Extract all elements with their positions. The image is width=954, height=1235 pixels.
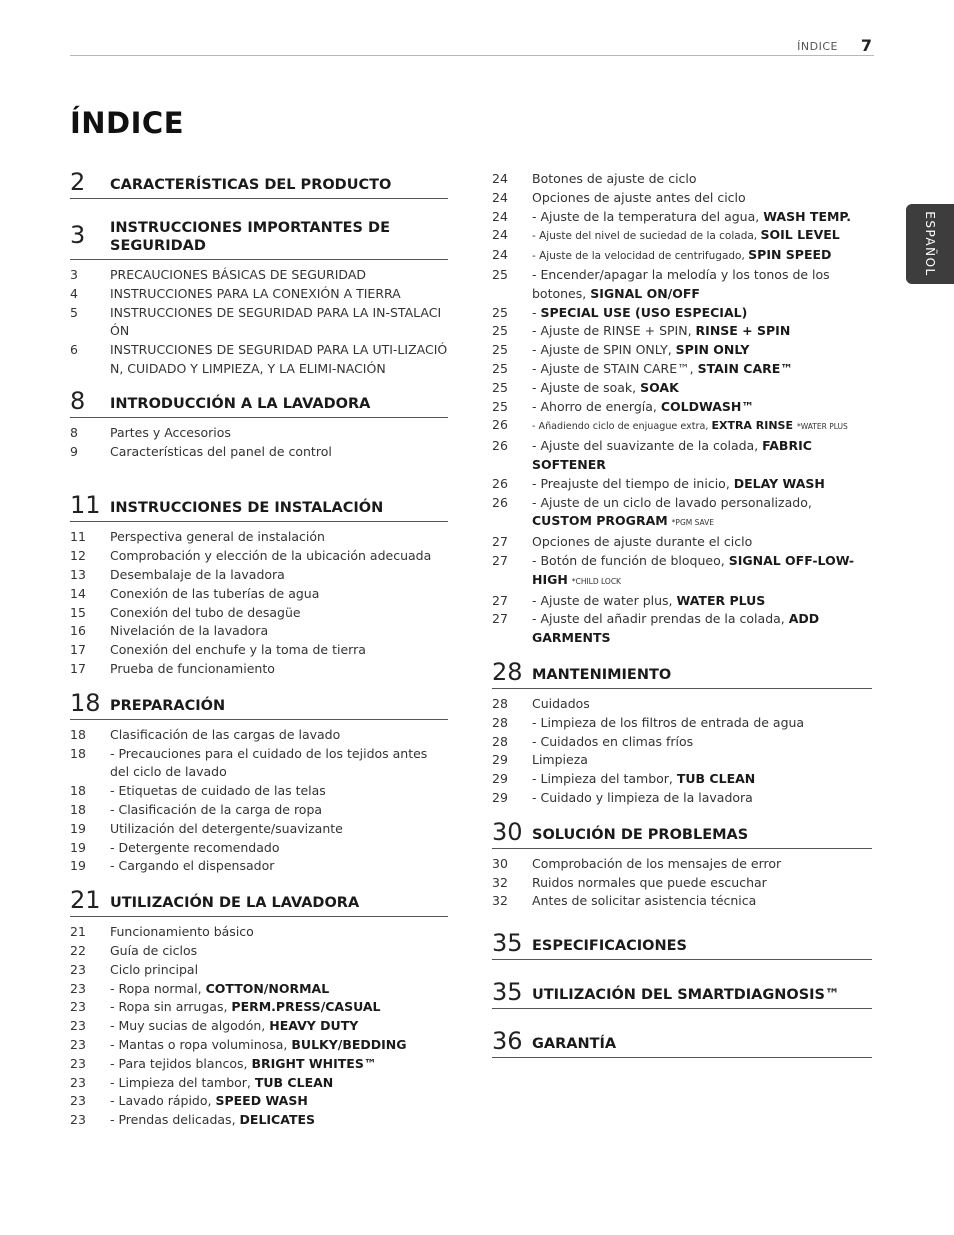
section-title: INSTRUCCIONES DE INSTALACIÓN — [110, 500, 384, 517]
toc-entry[interactable]: 12 Comprobación y elección de la ubicación adecuada — [70, 548, 432, 564]
header-rule — [70, 55, 874, 56]
section-title: INSTRUCCIONES IMPORTANTES DE SEGURIDAD — [110, 220, 390, 254]
toc-entry[interactable]: 3 PRECAUCIONES BÁSICAS DE SEGURIDAD — [70, 267, 367, 282]
toc-entry[interactable]: 23 - Prendas delicadas, DELICATES — [70, 1112, 316, 1128]
toc-entry[interactable]: 27 - Ajuste de water plus, WATER PLUS — [492, 592, 766, 608]
page-number: 7 — [860, 36, 872, 55]
section-page-number: 36 — [492, 1027, 523, 1056]
toc-entry[interactable]: 26 - Añadiendo ciclo de enjuague extra, EXTRA RINSE *WATER PLUS — [492, 417, 848, 433]
toc-entry[interactable]: 4 INSTRUCCIONES PARA LA CONEXIÓN A TIERRA — [70, 285, 401, 301]
toc-section[interactable] — [492, 818, 872, 849]
section-page-number: 3 — [70, 221, 86, 249]
toc-entry[interactable]: 9 Características del panel de control — [70, 443, 332, 459]
section-title: GARANTÍA — [532, 1036, 617, 1053]
toc-entry[interactable]: 24 Opciones de ajuste antes del ciclo — [492, 189, 746, 205]
section-title: PREPARACIÓN — [110, 697, 226, 714]
toc-entry[interactable]: 28 - Limpieza de los filtros de entrada de agua — [492, 714, 805, 730]
toc-entry[interactable]: 25 - SPECIAL USE (USO ESPECIAL) — [492, 304, 748, 320]
toc-entry[interactable]: 18 - Precauciones para el cuidado de los tejidos antes del ciclo de lavado — [70, 745, 428, 780]
toc-entry[interactable]: 18 - Etiquetas de cuidado de las telas — [70, 783, 326, 799]
toc-entry[interactable]: 19 - Detergente recomendado — [70, 839, 280, 855]
section-page-number: 21 — [70, 886, 101, 915]
toc-entry[interactable]: 18 Clasificación de las cargas de lavado — [70, 726, 341, 742]
toc-section[interactable] — [492, 1027, 872, 1058]
section-page-number: 30 — [492, 817, 523, 846]
language-tab-label: ESPAÑOL — [923, 211, 937, 277]
toc-entry[interactable]: 23 Ciclo principal — [70, 961, 199, 977]
toc-entry[interactable]: 23 - Ropa normal, COTTON/NORMAL — [70, 980, 330, 996]
section-page-number: 2 — [70, 168, 86, 196]
toc-entry[interactable]: 8 Partes y Accesorios — [70, 424, 231, 440]
toc-section[interactable] — [70, 886, 448, 917]
toc-entry[interactable]: 25 - Encender/apagar la melodía y los tonos de los botones, SIGNAL ON/OFF — [492, 266, 830, 301]
toc-section[interactable] — [70, 689, 448, 720]
toc-entry[interactable]: 32 Ruidos normales que puede escuchar — [492, 874, 767, 890]
section-title: INTRODUCCIÓN A LA LAVADORA — [110, 395, 371, 412]
toc-entry[interactable]: 21 Funcionamiento básico — [70, 924, 254, 940]
toc-entry[interactable]: 19 Utilización del detergente/suavizante — [70, 820, 343, 836]
toc-entry[interactable]: 23 - Limpieza del tambor, TUB CLEAN — [70, 1074, 334, 1090]
toc-entry-list — [70, 923, 448, 1130]
toc-entry[interactable]: 19 - Cargando el dispensador — [70, 858, 275, 874]
toc-section[interactable] — [492, 658, 872, 689]
section-title: UTILIZACIÓN DEL SMARTDIAGNOSIS™ — [532, 987, 840, 1004]
toc-entry-list — [70, 726, 448, 876]
section-page-number: 18 — [70, 688, 101, 717]
toc-entry-list — [70, 266, 448, 379]
toc-entry[interactable]: 27 - Ajuste del añadir prendas de la colada, ADD GARMENTS — [492, 611, 820, 646]
toc-section[interactable] — [70, 387, 448, 418]
toc-entry-list — [70, 424, 448, 462]
toc-entry[interactable]: 24 - Ajuste de la temperatura del agua, WASH TEMP. — [492, 208, 852, 224]
section-page-number: 35 — [492, 929, 523, 958]
toc-entry[interactable]: 6 INSTRUCCIONES DE SEGURIDAD PARA LA UTI-LIZACIÓN, CUIDADO Y LIMPIEZA, Y LA ELIMI-NACIÓN — [70, 342, 448, 376]
toc-entry[interactable]: 29 - Cuidado y limpieza de la lavadora — [492, 789, 753, 805]
toc-entry[interactable]: 25 - Ajuste de RINSE + SPIN, RINSE + SPIN — [492, 323, 791, 339]
toc-entry-list — [492, 695, 872, 808]
section-title: UTILIZACIÓN DE LA LAVADORA — [110, 895, 360, 912]
toc-entry[interactable]: 23 - Para tejidos blancos, BRIGHT WHITES™ — [70, 1055, 377, 1071]
toc-entry[interactable]: 25 - Ajuste de SPIN ONLY, SPIN ONLY — [492, 342, 750, 358]
toc-section[interactable] — [70, 491, 448, 522]
toc-entry[interactable]: 18 - Clasificación de la carga de ropa — [70, 801, 323, 817]
toc-entry-list — [492, 170, 872, 648]
toc-entry[interactable]: 23 - Mantas o ropa voluminosa, BULKY/BEDDING — [70, 1036, 407, 1052]
toc-entry[interactable]: 26 - Ajuste del suavizante de la colada, FABRIC SOFTENER — [492, 438, 812, 472]
toc-entry[interactable]: 24 Botones de ajuste de ciclo — [492, 171, 697, 186]
toc-entry[interactable]: 13 Desembalaje de la lavadora — [70, 566, 285, 582]
toc-entry[interactable]: 22 Guía de ciclos — [70, 942, 198, 958]
toc-entry[interactable]: 32 Antes de solicitar asistencia técnica — [492, 893, 757, 909]
toc-entry[interactable]: 15 Conexión del tubo de desagüe — [70, 604, 301, 620]
section-title: SOLUCIÓN DE PROBLEMAS — [532, 826, 749, 843]
section-page-number: 11 — [70, 491, 101, 520]
toc-entry-list — [70, 528, 448, 678]
language-tab — [906, 204, 954, 284]
section-title: CARACTERÍSTICAS DEL PRODUCTO — [110, 177, 392, 193]
page-title: ÍNDICE — [70, 106, 185, 140]
toc-entry[interactable]: 24 - Ajuste de la velocidad de centrifugado, SPIN SPEED — [492, 247, 832, 263]
toc-entry[interactable]: 14 Conexión de las tuberías de agua — [70, 585, 320, 601]
toc-entry[interactable]: 29 Limpieza — [492, 752, 588, 768]
toc-entry[interactable]: 27 - Botón de función de bloqueo, SIGNAL OFF-LOW-HIGH *CHILD LOCK — [492, 552, 855, 587]
toc-entry[interactable]: 26 - Ajuste de un ciclo de lavado personalizado, CUSTOM PROGRAM *PGM SAVE — [492, 494, 812, 529]
toc-section[interactable] — [492, 978, 872, 1009]
toc-entry[interactable]: 29 - Limpieza del tambor, TUB CLEAN — [492, 771, 756, 787]
toc-entry-list — [492, 855, 872, 911]
toc-entry[interactable]: 23 - Lavado rápido, SPEED WASH — [70, 1093, 308, 1109]
toc-entry[interactable]: 16 Nivelación de la lavadora — [70, 623, 269, 639]
toc-entry[interactable]: 30 Comprobación de los mensajes de error — [492, 855, 782, 871]
toc-entry[interactable]: 25 - Ahorro de energía, COLDWASH™ — [492, 398, 754, 414]
section-title: ESPECIFICACIONES — [532, 938, 687, 955]
toc-entry[interactable]: 17 Conexión del enchufe y la toma de tierra — [70, 642, 366, 658]
toc-entry[interactable]: 28 - Cuidados en climas fríos — [492, 733, 694, 749]
toc-right-column — [492, 170, 872, 1058]
toc-left-column — [70, 168, 448, 1130]
header-section-label: ÍNDICE — [797, 40, 838, 53]
section-page-number: 28 — [492, 657, 523, 686]
toc-entry[interactable]: 5 INSTRUCCIONES DE SEGURIDAD PARA LA IN-STALACIÓN — [70, 304, 442, 339]
toc-entry[interactable]: 27 Opciones de ajuste durante el ciclo — [492, 534, 753, 550]
toc-entry[interactable]: 23 - Ropa sin arrugas, PERM.PRESS/CASUAL — [70, 999, 381, 1015]
toc-section[interactable] — [70, 168, 448, 199]
toc-entry[interactable]: 17 Prueba de funcionamiento — [70, 660, 275, 676]
section-page-number: 8 — [70, 386, 86, 415]
section-page-number: 35 — [492, 978, 523, 1007]
toc-entry[interactable]: 25 - Ajuste de STAIN CARE™, STAIN CARE™ — [492, 360, 793, 376]
toc-entry[interactable]: 28 Cuidados — [492, 695, 590, 711]
toc-entry[interactable]: 25 - Ajuste de soak, SOAK — [492, 379, 679, 395]
toc-entry[interactable]: 11 Perspectiva general de instalación — [70, 529, 325, 545]
toc-entry[interactable]: 24 - Ajuste del nivel de suciedad de la colada, SOIL LEVEL — [492, 227, 840, 243]
toc-section[interactable] — [492, 929, 872, 960]
toc-section[interactable] — [70, 219, 448, 260]
toc-entry[interactable]: 23 - Muy sucias de algodón, HEAVY DUTY — [70, 1018, 359, 1034]
section-title: MANTENIMIENTO — [532, 666, 672, 683]
toc-entry[interactable]: 26 - Preajuste del tiempo de inicio, DELAY WASH — [492, 475, 825, 491]
